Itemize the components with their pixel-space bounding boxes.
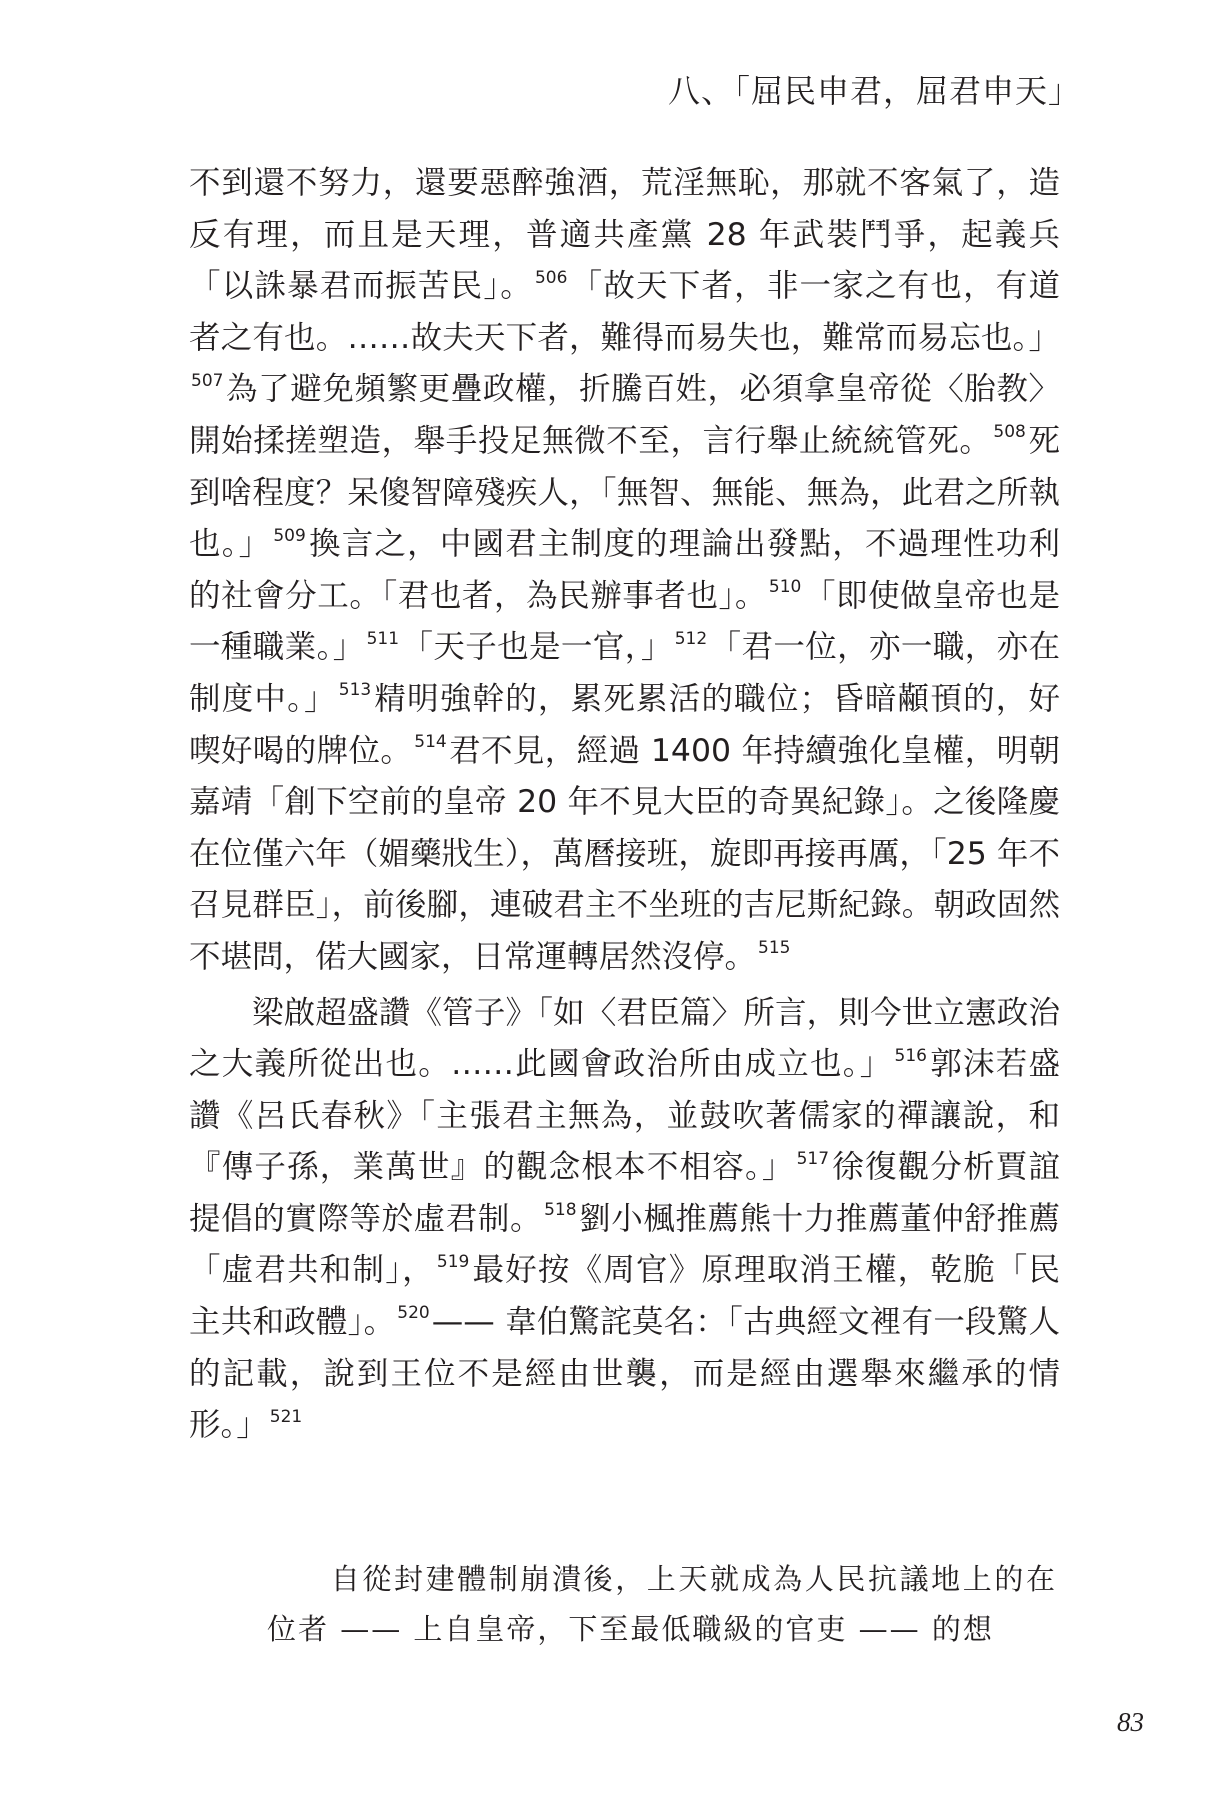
block-quote	[267, 1554, 1057, 1654]
footnote-ref: 515	[758, 938, 791, 959]
text-run: 君不見，經過 1400 年持續強化皇權，明朝嘉靖「創下空前的皇帝 20 年不見大臣的奇異紀錄」。之後隆慶在位僅六年（媚藥戕生），萬曆接班，旋即再接再厲，「25 年不召見群臣」，前後腳，連破君主不坐班的吉尼斯紀錄。朝政固然不堪問，偌大國家，日常運轉居然沒停。	[189, 732, 1060, 975]
text-run: 「故天下者，非一家之有也，有道者之有也。……故夫天下者，難得而易失也，難常而易忘也。」	[189, 268, 1060, 356]
text-run: 「君一位，亦一職，亦在制度中。」	[189, 629, 1060, 717]
text-run: 郭沫若盛讚《呂氏春秋》「主張君主無為，並鼓吹著儒家的禪讓說，和『傳子孫，業萬世』的觀念根本不相容。」	[189, 1046, 1060, 1186]
paragraph	[189, 158, 1060, 984]
footnote-ref: 509	[273, 525, 306, 546]
block-quote-text: 自從封建體制崩潰後，上天就成為人民抗議地上的在位者 —— 上自皇帝，下至最低職級的官吏 —— 的想	[267, 1562, 1057, 1646]
footnote-ref: 511	[366, 628, 400, 649]
footnote-ref: 521	[269, 1406, 303, 1427]
footnote-ref: 512	[674, 628, 708, 649]
footnote-ref: 506	[534, 267, 568, 288]
text-run: 為了避免頻繁更疊政權，折騰百姓，必須拿皇帝從〈胎教〉開始揉搓塑造，舉手投足無微不至，言行舉止統統管死。	[189, 371, 1060, 459]
footnote-ref: 510	[768, 577, 802, 598]
footnote-ref: 513	[338, 680, 372, 701]
footnote-ref: 519	[436, 1251, 470, 1272]
text-run: 死到啥程度？呆傻智障殘疾人，「無智、無能、無為，此君之所執也。」	[189, 422, 1060, 563]
main-text	[189, 158, 1060, 1452]
text-run: 梁啟超盛讚《管子》「如〈君臣篇〉所言，則今世立憲政治之大義所從出也。……此國會政治所由成立也。」	[189, 994, 1060, 1083]
paragraph	[189, 988, 1060, 1452]
text-run: 換言之，中國君主制度的理論出發點，不過理性功利的社會分工。「君也者，為民辦事者也」。	[189, 526, 1060, 614]
text-run: 徐復觀分析賈誼提倡的實際等於虛君制。	[189, 1149, 1060, 1237]
page-number: 83	[1117, 1707, 1144, 1737]
footnote-ref: 518	[544, 1200, 577, 1221]
running-head: 八、「屈民申君，屈君申天」	[667, 72, 1081, 110]
text-run: 「即使做皇帝也是一種職業。」	[189, 577, 1060, 666]
text-run: 最好按《周官》原理取消王權，乾脆「民主共和政體」。	[189, 1252, 1060, 1341]
text-run: 不到還不努力，還要惡醉強酒，荒淫無恥，那就不客氣了，造反有理，而且是天理，普適共產黨 28 年武裝鬥爭，起義兵「以誅暴君而振苦民」。	[189, 165, 1060, 305]
footnote-ref: 516	[894, 1045, 927, 1066]
footnote-ref: 514	[414, 731, 447, 752]
text-run: 精明強幹的，累死累活的職位；昏暗顢頇的，好喫好喝的牌位。	[189, 680, 1060, 769]
text-run: 「天子也是一官，」	[401, 629, 673, 666]
footnote-ref: 520	[397, 1303, 430, 1324]
text-run: —— 韋伯驚詫莫名：「古典經文裡有一段驚人的記載，說到王位不是經由世襲，而是經由選舉來繼承的情形。」	[189, 1304, 1060, 1444]
footnote-ref: 517	[796, 1148, 830, 1169]
footnote-ref: 507	[191, 370, 224, 391]
text-run: 劉小楓推薦熊十力推薦董仲舒推薦「虛君共和制」，	[189, 1200, 1060, 1289]
footnote-ref: 508	[993, 422, 1026, 443]
